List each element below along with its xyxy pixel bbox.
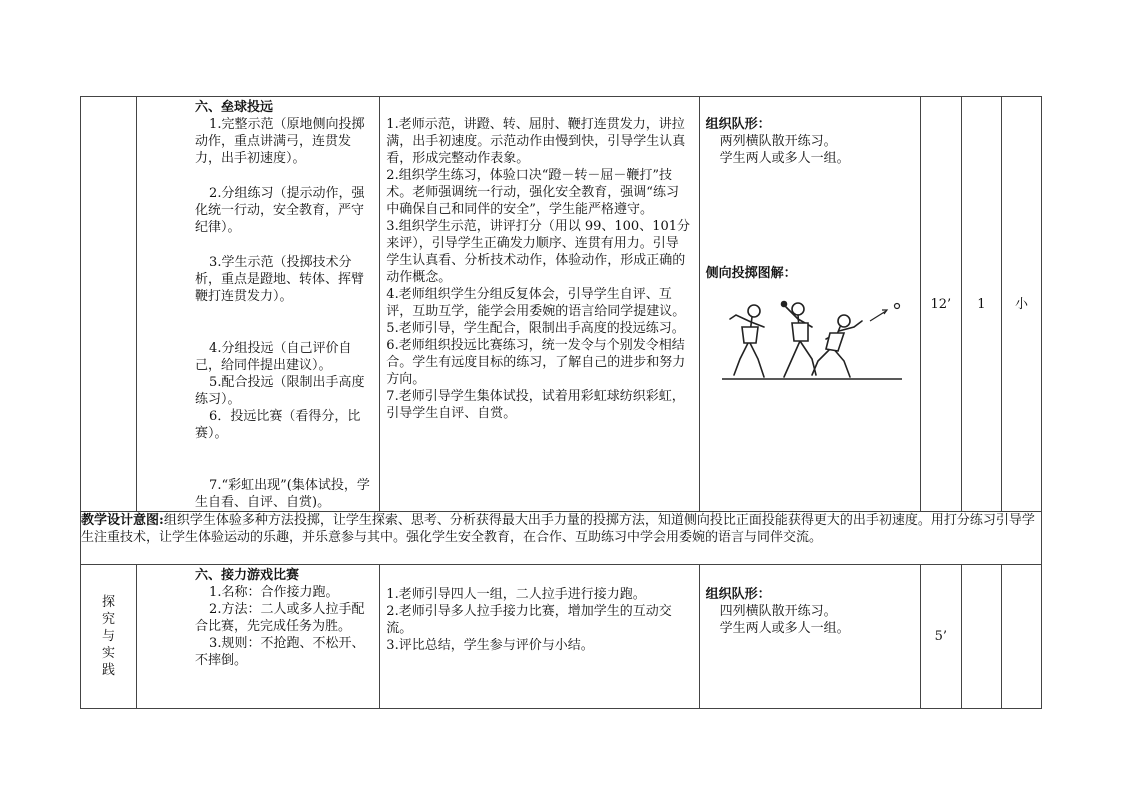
content-item-2: 2.分组练习（提示动作，强化统一行动，安全教育，严守纪律）。 [195, 186, 365, 235]
organization-relay-line-1: 四列横队散开练习。 [719, 604, 837, 619]
relay-item-1: 1.名称：合作接力跑。 [209, 585, 339, 600]
method-item-2: 2.组织学生练习，体验口决“蹬－转－屈－鞭打”技术。老师强调统一行动，强化安全教育，强调“练习中确保自己和同伴的安全”，学生能严格遵守。 [386, 168, 679, 217]
content-item-1: 1.完整示范（原地侧向投掷动作，重点讲满弓，连贯发力，出手初速度）。 [195, 117, 365, 166]
relay-item-3: 3.规则：不抢跑、不松开、不摔倒。 [195, 636, 365, 668]
method-item-3: 3.组织学生示范，讲评打分（用以 99、100、101分来评），引导学生正确发力顺序、连贯有用力。引导学生认真看、分析技术动作，体验动作，形成正确的动作概念。 [386, 219, 691, 285]
relay-method-1: 1.老师引导四人一组，二人拉手进行接力跑。 [386, 587, 646, 602]
content-item-3: 3.学生示范（投掷技术分析，重点是蹬地、转体、挥臂鞭打连贯发力）。 [195, 255, 365, 304]
design-intent-row [81, 512, 1042, 565]
relay-method-3: 3.评比总结，学生参与评价与小结。 [386, 638, 594, 653]
method-item-1: 1.老师示范，讲蹬、转、屈肘、鞭打连贯发力，讲拉满，出手初速度。示范动作由慢到快，引导学生认真看，形成完整动作表象。 [386, 117, 686, 166]
intensity-cell-softball: 小 [1001, 97, 1041, 512]
organization-relay-line-2: 学生两人或多人一组。 [719, 621, 850, 636]
design-intent-cell [81, 512, 1042, 565]
organization-cell-softball [699, 97, 920, 512]
organization-line-1: 两列横队散开练习。 [719, 134, 837, 149]
organization-line-2: 学生两人或多人一组。 [719, 151, 850, 166]
content-item-7: 7.“彩虹出现”(集体试投，学生自看、自评、自赏)。 [195, 478, 370, 510]
time-cell-softball: 12’ [920, 97, 961, 512]
content-item-6: 6．投远比赛（看得分，比赛）。 [195, 409, 361, 441]
stage-char-2: 究 [102, 612, 116, 627]
section-relay-row [81, 565, 1042, 709]
organization-label-relay: 组织队形： [705, 587, 771, 602]
content-title-relay: 六、接力游戏比赛 [195, 568, 300, 583]
content-cell-softball [137, 97, 380, 512]
content-item-4: 4.分组投远（自己评价自己，给同伴提出建议）。 [195, 341, 352, 373]
content-item-5: 5.配合投远（限制出手高度练习）。 [195, 375, 365, 407]
stage-cell-empty [81, 97, 137, 512]
content-title: 六、垒球投远 [195, 100, 274, 115]
time-cell-relay: 5’ [920, 565, 961, 709]
method-cell-softball [380, 97, 699, 512]
lesson-plan-table [80, 96, 1042, 709]
stage-cell-explore-practice [81, 565, 137, 709]
organization-label: 组织队形： [705, 117, 771, 132]
method-item-4: 4.老师组织学生分组反复体会，引导学生自评、互评，互助互学，能学会用委婉的语言给同学提建议。 [386, 287, 686, 319]
section-softball-row [81, 97, 1042, 512]
times-cell-softball: 1 [961, 97, 1001, 512]
stage-char-5: 践 [102, 663, 116, 678]
stage-char-1: 探 [102, 595, 116, 610]
diagram-label: 侧向投掷图解： [705, 266, 797, 281]
stage-char-3: 与 [102, 629, 116, 644]
method-item-6: 6.老师组织投远比赛练习，统一发令与个别发令相结合。学生有远度目标的练习，了解自己的进步和努力方向。 [386, 338, 686, 387]
times-cell-relay [961, 565, 1001, 709]
method-cell-relay [380, 565, 699, 709]
design-intent-label: 教学设计意图: [81, 513, 164, 528]
relay-item-2: 2.方法：二人或多人拉手配合比赛，先完成任务为胜。 [195, 602, 365, 634]
method-item-7: 7.老师引导学生集体试投，试着用彩虹球纺织彩虹，引导学生自评、自赏。 [386, 389, 685, 421]
content-cell-relay [137, 565, 380, 709]
organization-cell-relay [699, 565, 920, 709]
intensity-cell-relay [1001, 565, 1041, 709]
lesson-plan-page [80, 96, 1042, 709]
throwing-diagram-illustration [722, 297, 902, 383]
design-intent-text: 组织学生体验多种方法投掷，让学生探索、思考、分析获得最大出手力量的投掷方法，知道侧向投比正面投能获得更大的出手初速度。用打分练习引导学生注重技术，让学生体验运动的乐趣，并乐意参与其中。强化学生安全教育，在合作、互助练习中学会用委婉的语言与同伴交流。 [81, 513, 1035, 545]
method-item-5: 5.老师引导，学生配合，限制出手高度的投远练习。 [386, 321, 685, 336]
relay-method-2: 2.老师引导多人拉手接力比赛，增加学生的互动交流。 [386, 604, 672, 636]
stage-char-4: 实 [102, 646, 116, 661]
